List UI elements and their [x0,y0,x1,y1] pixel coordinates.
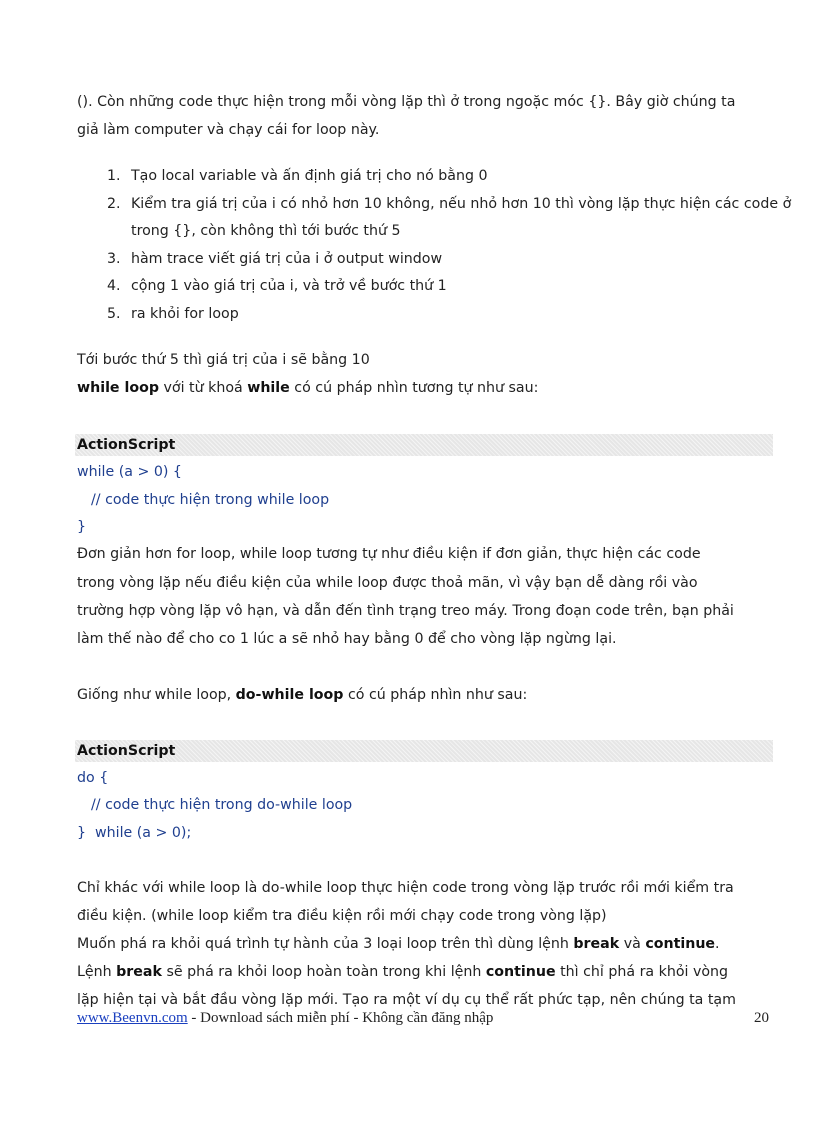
paragraph-line: lặp hiện tại và bắt đầu vòng lặp mới. Tạo ra một ví dụ cụ thể rất phức tạp, nên chúng ta tạm [77,992,736,1008]
paragraph-line: Tới bước thứ 5 thì giá trị của i sẽ bằng 10 [77,352,370,368]
keyword-bold: break [573,936,620,952]
text-run: và [619,936,646,952]
keyword-bold: do-while loop [235,687,344,703]
text-run: thì chỉ phá ra khỏi vòng [555,964,729,980]
keyword-bold: continue [485,964,556,980]
paragraph-line [77,375,777,403]
list-item: 2. Kiểm tra giá trị của i có nhỏ hơn 10 không, nếu nhỏ hơn 10 thì vòng lặp thực hiện các code ở trong {}, còn không thì tới bước thứ 5 [125,191,816,246]
list-item: 1. Tạo local variable và ấn định giá trị cho nó bằng 0 [125,163,816,191]
code-header: ActionScript [75,434,773,456]
paragraph-line: làm thế nào để cho co 1 lúc a sẽ nhỏ hay bằng 0 để cho vòng lặp ngừng lại. [77,631,617,647]
keyword-bold: while loop [77,380,160,396]
text-run: có cú pháp nhìn như sau: [343,687,528,703]
text-run: Muốn phá ra khỏi quá trình tự hành của 3 loại loop trên thì dùng lệnh [77,936,574,952]
text-run: Giống như while loop, [77,687,236,703]
code-line: } while (a > 0); [77,825,192,841]
paragraph-line: giả làm computer và chạy cái for loop này. [77,122,380,138]
keyword-bold: break [116,964,162,980]
text-run: . [715,936,720,952]
paragraph-line: Chỉ khác với while loop là do-while loop thực hiện code trong vòng lặp trước rồi mới kiểm tra [77,880,734,896]
steps-list [77,163,816,328]
keyword-bold: continue [645,936,716,952]
page-number: 20 [754,1010,769,1026]
paragraph-line [77,959,777,987]
text-run: với từ khoá [159,380,248,396]
paragraph-line: (). Còn những code thực hiện trong mỗi vòng lặp thì ở trong ngoặc móc {}. Bây giờ chúng ta [77,94,736,110]
code-comment: // code thực hiện trong do-while loop [91,797,353,813]
paragraph-line: trường hợp vòng lặp vô hạn, và dẫn đến tình trạng treo máy. Trong đoạn code trên, bạn phải [77,603,734,619]
code-header: ActionScript [75,740,773,762]
page-footer [77,1010,769,1027]
paragraph-line [77,682,777,710]
text-run: có cú pháp nhìn tương tự như sau: [289,380,539,396]
paragraph-line: trong vòng lặp nếu điều kiện của while loop được thoả mãn, vì vậy bạn dễ dàng rồi vào [77,575,698,591]
footer-text: - Download sách miễn phí - Không cần đăng nhập [187,1010,494,1026]
code-comment: // code thực hiện trong while loop [91,492,330,508]
list-item: 3. hàm trace viết giá trị của i ở output window [125,246,816,274]
paragraph-line [77,931,777,959]
paragraph-line: điều kiện. (while loop kiểm tra điều kiện rồi mới chạy code trong vòng lặp) [77,908,607,924]
code-line: do { [77,770,109,786]
list-item: 4. cộng 1 vào giá trị của i, và trở về bước thứ 1 [125,273,816,301]
text-run: sẽ phá ra khỏi loop hoàn toàn trong khi lệnh [161,964,486,980]
keyword-bold: while [247,380,290,396]
code-line: while (a > 0) { [77,464,182,480]
list-item: 5. ra khỏi for loop [125,301,816,329]
website-link[interactable]: www.Beenvn.com [77,1010,188,1026]
paragraph-line: Đơn giản hơn for loop, while loop tương tự như điều kiện if đơn giản, thực hiện các code [77,546,701,562]
code-line: } [77,519,87,535]
text-run: Lệnh [77,964,117,980]
